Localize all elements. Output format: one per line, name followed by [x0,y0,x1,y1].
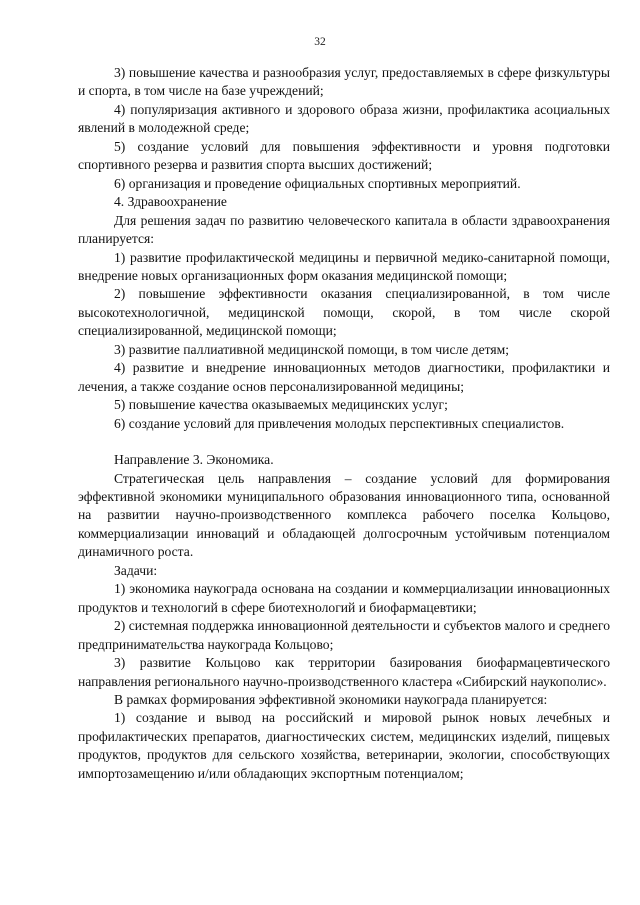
paragraph-economy-plan-intro: В рамках формирования эффективной экономики наукограда планируется: [114,691,548,707]
page-number: 32 [314,36,326,48]
paragraph-sport-item-4: 4) популяризация активного и здорового образа жизни, профилактика асоциальных явлений в молодежной среде; [78,101,610,136]
paragraph-healthcare-intro: Для решения задач по развитию человеческого капитала в области здравоохранения планируется: [78,212,610,247]
paragraph-economy-plan-item-1: 1) создание и вывод на российский и мировой рынок новых лечебных и профилактических препаратов, диагностических систем, медицинских изделий, пищевых продуктов, продуктов для сельского хозяйства, ветеринарии, экологии, способствующих импортозамещению и/или обладающих экспортным потенциалом; [78,710,610,781]
paragraph-sport-item-3: 3) повышение качества и разнообразия услуг, предоставляемых в сфере физкультуры и спорта, в том числе на базе учреждений; [78,65,610,99]
paragraph-healthcare-item-4: 4) развитие и внедрение инновационных методов диагностики, профилактики и лечения, а также создание основ персонализированной медицины; [78,360,610,394]
section-heading-economy: Направление 3. Экономика. [114,452,274,468]
document-body [78,64,610,783]
paragraph-healthcare-item-2: 2) повышение эффективности оказания специализированной, в том числе высокотехнологичной, медицинской помощи, скорой, в том числе скорой специализированной, медицинской помощи; [78,286,610,339]
paragraph-economy-goal: Стратегическая цель направления – создание условий для формирования эффективной экономики муниципального образования инновационного типа, основанной на развитии научно-производственного комплекса рабочего поселка Кольцово, коммерциализации инноваций и обладающей долгосрочным устойчивым потенциалом динамичного роста. [78,470,610,560]
paragraph-healthcare-item-3: 3) развитие паллиативной медицинской помощи, в том числе детям; [114,341,510,357]
section-heading-healthcare: 4. Здравоохранение [114,194,227,210]
paragraph-tasks-label: Задачи: [114,562,158,578]
paragraph-task-2: 2) системная поддержка инновационной деятельности и субъектов малого и среднего предпринимательства наукограда Кольцово; [78,618,610,652]
paragraph-healthcare-item-1: 1) развитие профилактической медицины и первичной медико-санитарной помощи, внедрение новых организационных форм оказания медицинской помощи; [78,249,610,283]
paragraph-sport-item-6: 6) организация и проведение официальных спортивных мероприятий. [114,175,521,191]
paragraph-task-1: 1) экономика наукограда основана на создании и коммерциализации инновационных продуктов и технологий в сфере биотехнологий и биофармацевтики; [78,581,610,615]
paragraph-healthcare-item-5: 5) повышение качества оказываемых медицинских услуг; [114,397,448,413]
paragraph-task-3: 3) развитие Кольцово как территории базирования биофармацевтического направления регионального научно-производственного кластера «Сибирский наукополис». [78,655,610,689]
paragraph-sport-item-5: 5) создание условий для повышения эффективности и уровня подготовки спортивного резерва и развития спорта высших достижений; [78,138,610,173]
paragraph-healthcare-item-6: 6) создание условий для привлечения молодых перспективных специалистов. [114,415,565,431]
